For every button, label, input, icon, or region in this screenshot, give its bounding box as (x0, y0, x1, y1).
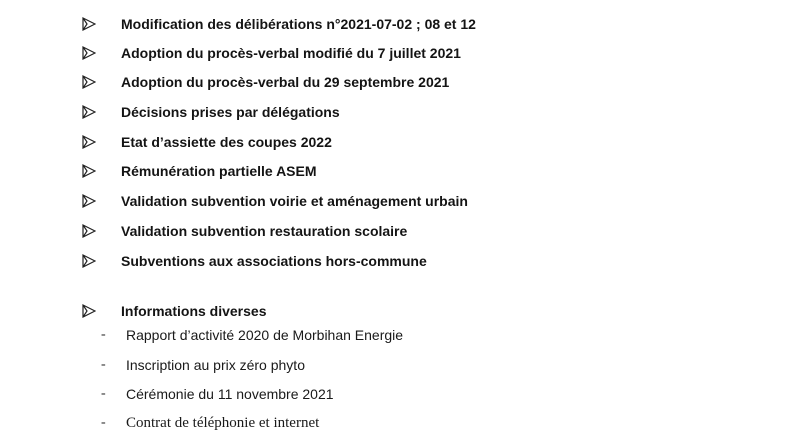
arrow-bullet-icon (82, 46, 96, 60)
informations-heading (0, 301, 786, 323)
agenda-item (0, 132, 786, 154)
agenda-item-label: Rémunération partielle ASEM (121, 163, 317, 179)
arrow-bullet-icon (82, 164, 96, 178)
arrow-bullet-icon (82, 304, 96, 318)
agenda-item-label: Décisions prises par délégations (121, 104, 340, 120)
arrow-bullet-icon (82, 75, 96, 89)
agenda-item-label: Adoption du procès-verbal modifié du 7 juillet 2021 (121, 45, 461, 61)
informations-subitem-label: Cérémonie du 11 novembre 2021 (126, 386, 334, 402)
agenda-item (0, 161, 786, 183)
agenda-item (0, 251, 786, 273)
dash-bullet: - (101, 415, 106, 430)
agenda-item-label: Validation subvention voirie et aménagement urbain (121, 193, 468, 209)
agenda-item (0, 14, 786, 36)
agenda-item-label: Subventions aux associations hors-commune (121, 253, 427, 269)
informations-label: Informations diverses (121, 303, 267, 319)
arrow-bullet-icon (82, 17, 96, 31)
arrow-bullet-icon (82, 194, 96, 208)
agenda-item-label: Etat d’assiette des coupes 2022 (121, 134, 332, 150)
agenda-item-label: Validation subvention restauration scolaire (121, 223, 408, 239)
dash-bullet: - (101, 386, 106, 401)
arrow-bullet-icon (82, 254, 96, 268)
agenda-item (0, 221, 786, 243)
informations-subitem-label: Inscription au prix zéro phyto (126, 357, 305, 373)
agenda-item (0, 102, 786, 124)
informations-subitem-label: Contrat de téléphonie et internet (126, 415, 320, 431)
informations-subitem-label: Rapport d’activité 2020 de Morbihan Energie (126, 327, 404, 343)
dash-bullet: - (101, 357, 106, 372)
informations-subitem (0, 384, 786, 404)
arrow-bullet-icon (82, 135, 96, 149)
informations-subitem (0, 413, 786, 433)
arrow-bullet-icon (82, 105, 96, 119)
agenda-item (0, 191, 786, 213)
agenda-item-label: Adoption du procès-verbal du 29 septembre 2021 (121, 74, 450, 90)
agenda-item (0, 72, 786, 94)
informations-subitem (0, 355, 786, 375)
agenda-item-label: Modification des délibérations n°2021-07-02 ; 08 et 12 (121, 16, 476, 32)
arrow-bullet-icon (82, 224, 96, 238)
informations-subitem (0, 325, 786, 345)
dash-bullet: - (101, 327, 106, 342)
agenda-item (0, 43, 786, 65)
